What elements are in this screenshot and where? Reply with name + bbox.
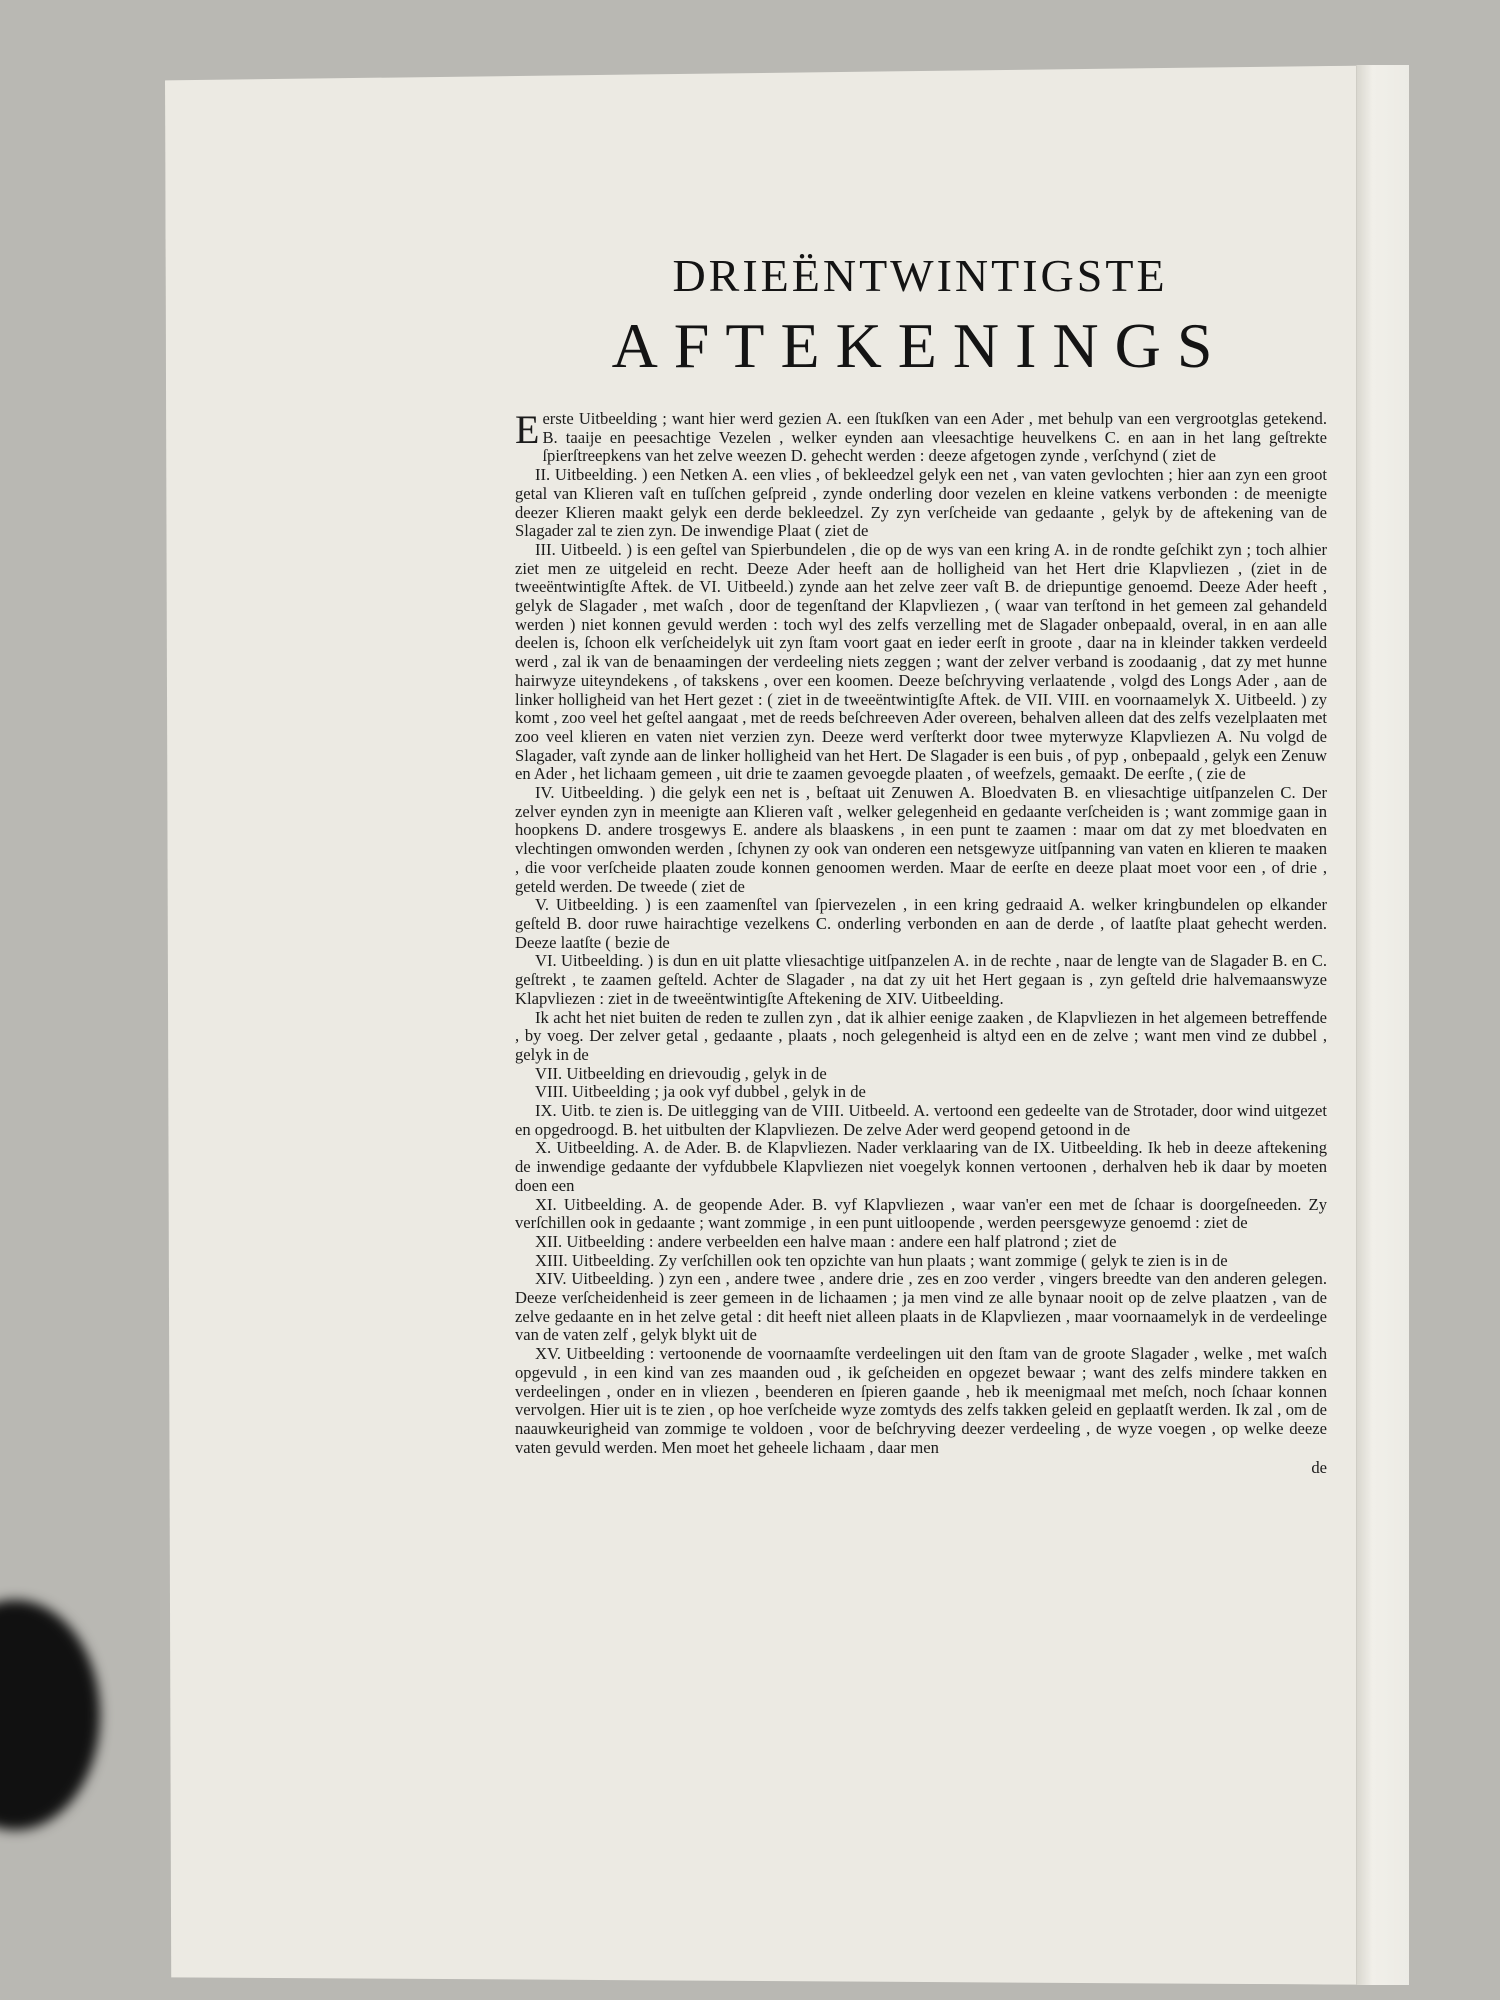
- paragraph-6: VI. Uitbeelding. ) is dun en uit platte vliesachtige uitſpanzelen A. in de rechte , naar de lengte van de Slagader B. en C. geſtrekt , te zaamen geſteld. Achter de Slagader , na dat zy uit het Hert gegaan is , zyn geſteld drie halvemaanswyze Klapvliezen : ziet in de tweeëntwintigſte Aftekening de XIV. Uitbeelding.: [515, 951, 1327, 1008]
- paragraph-13: XII. Uitbeelding : andere verbeelden een halve maan : andere een half platrond ; ziet de: [535, 1231, 1117, 1251]
- paragraph-14: XIII. Uitbeelding. Zy verſchillen ook ten opzichte van hun plaats ; want zommige ( gelyk te zien is in de: [535, 1250, 1228, 1270]
- paragraph-1: [515, 407, 1327, 466]
- paragraph-2: II. Uitbeelding. ) een Netken A. een vlies , of bekleedzel gelyk een net , van vaten gevlochten ; hier aan zyn een groot getal van Klieren vaſt en tuſſchen geſpreid , zynde onderling door vezelen en kleine vatkens verbonden : de meenigte deezer Klieren maakt gelyk een derde bekleedzel. Zy zyn verſcheide van gedaante , gelyk by de aftekening van de Slagader zal te zien zyn. De inwendige Plaat ( ziet de: [515, 465, 1327, 541]
- body-text: [515, 407, 1327, 1478]
- paragraph-16: XV. Uitbeelding : vertoonende de voornaamſte verdeelingen uit den ſtam van de groote Slagader , welke , met waſch opgevuld , in een kind van zes maanden oud , ik geſcheiden en opgezet bewaar ; want des zelfs mindere takken en verdeelingen , onder en in vliezen , beenderen en ſpieren gaande , heb ik meenigmaal met meſch, noch ſchaar konnen vervolgen. Hier uit is te zien , op hoe verſcheide wyze zomtyds des zelfs takken geleid en geplaatſt werden. Ik zal , om de naauwkeurigheid van zommige te voldoen , voor de beſchryving deezer verdeeling , de wyze voegen , op welke deeze vaten gevuld werden. Men moet het geheele lichaam , daar men: [515, 1344, 1327, 1457]
- drop-cap: E: [515, 407, 540, 452]
- paragraph-5: V. Uitbeelding. ) is een zaamenſtel van ſpiervezelen , in een kring gedraaid A. welker kringbundelen op elkander geſteld B. door ruwe hairachtige vezelkens C. onderling verbonden en aan de derde , of laatſte plaat gehecht werden. Deeze laatſte ( bezie de: [515, 895, 1327, 952]
- title-line-2: AFTEKENINGS: [611, 310, 1229, 381]
- paragraph-11: X. Uitbeelding. A. de Ader. B. de Klapvliezen. Nader verklaaring van de IX. Uitbeelding. Ik heb in deeze aftekening de inwendige gedaante der vyfdubbele Klapvliezen niet voegelyk konnen vertoonen , derhalven heb ik daar by moeten doen een: [515, 1138, 1327, 1195]
- paragraph-9: VIII. Uitbeelding ; ja ook vyf dubbel , gelyk in de: [535, 1082, 866, 1102]
- catchword: de: [1311, 1458, 1327, 1478]
- paragraph-8: VII. Uitbeelding en drievoudig , gelyk in de: [535, 1063, 827, 1083]
- paragraph-3: III. Uitbeeld. ) is een geſtel van Spierbundelen , die op de wys van een kring A. in de rondte geſchikt zyn ; toch alhier ziet men ze uitgeleid en recht. Deeze Ader heeft aan de holligheid van het Hert drie Klapvliezen , (ziet in de tweeëntwintigſte Aftek. de VI. Uitbeeld.) zynde aan het zelve zeer vaſt B. de driepuntige genoemd. Deeze Ader heeft , gelyk de Slagader , met waſch , door de tegenſtand der Klapvliezen , ( waar van terſtond in het gemeen zal gehandeld werden ) niet konnen gevuld werden : toch wyl des zelfs verzelling met de Slagader onbepaald, overal, in en aan alle deelen is, ſchoon elk verſcheidelyk uit zyn ſtam voort gaat en ieder eerſt in groote , daar na in kleinder takken verdeeld werd , zal ik van de benaamingen der verdeeling niets zeggen ; want der zelver verband is zoodaanig , dat zy met hunne hairwyze uiteyndekens , of takskens , over een koomen. Deeze beſchryving verlaatende , volgd des Longs Ader , aan de linker holligheid van het Hert gezet : ( ziet in de tweeëntwintigſte Aftek. de VII. VIII. en voornaamelyk X. Uitbeeld. ) zy komt , zoo veel het geſtel aangaat , met de reeds beſchreeven Ader overeen, behalven alleen dat des zelfs vezelplaaten met zoo veel klieren en vaten niet verzien zyn. Deeze werd verſterkt door twee myterwyze Klapvliezen A. Nu volgd de Slagader, vaſt zynde aan de linker holligheid van het Hert. De Slagader is een buis , of pyp , onbepaald , gelyk een Zenuw en Ader , het lichaam gemeen , uit drie te zaamen gevoegde plaaten , of weefzels, gemaakt. De eerſte , ( zie de: [515, 539, 1327, 784]
- paragraph-text: erste Uitbeelding ; want hier werd gezien A. een ſtukſken van een Ader , met behulp van een vergrootglas getekend. B. taaije en peesachtige Vezelen , welker eynden aan vleesachtige heuvelkens C. en aan in het lang geſtrekte ſpierſtreepkens van het zelve weezen D. gehecht werden : deeze afgetogen zynde , verſchynd ( ziet de: [542, 409, 1327, 466]
- background-shadow: [0, 1600, 100, 1830]
- title-line-1: DRIEËNTWINTIGSTE: [672, 250, 1168, 301]
- paragraph-12: XI. Uitbeelding. A. de geopende Ader. B. vyf Klapvliezen , waar van'er een met de ſchaar is doorgeſneeden. Zy verſchillen ook in gedaante ; want zommige , in een punt uitloopende , werden peersgewyze genoemd : ziet de: [515, 1194, 1327, 1233]
- paragraph-15: XIV. Uitbeelding. ) zyn een , andere twee , andere drie , zes en zoo verder , vingers breedte van den anderen gelegen. Deeze verſcheidenheid is zeer gemeen in de lichaamen ; ja men vind ze alle bynaar nooit op de zelve plaatzen , van de zelve gedaante en in het zelve getal : dit heeft niet alleen plaats in de Klapvliezen , maar voornaamelyk in de verdeelinge van de vaten zelf , gelyk blykt uit de: [515, 1269, 1327, 1345]
- page-title: [535, 248, 1305, 386]
- paragraph-10: IX. Uitb. te zien is. De uitlegging van de VIII. Uitbeeld. A. vertoond een gedeelte van de Strotader, door wind uitgezet en opgedroogd. B. het uitbulten der Klapvliezen. De zelve Ader werd geopend getoond in de: [515, 1101, 1327, 1139]
- paragraph-7: Ik acht het niet buiten de reden te zullen zyn , dat ik alhier eenige zaaken , de Klapvliezen in het algemeen betreffende , by voeg. Der zelver getal , gedaante , plaats , noch gelegenheid is altyd een en de zelve ; want men vind ze dubbel , gelyk in de: [515, 1007, 1327, 1064]
- paragraph-4: IV. Uitbeelding. ) die gelyk een net is , beſtaat uit Zenuwen A. Bloedvaten B. en vliesachtige uitſpanzelen C. Der zelver eynden zyn in meenigte aan Klieren vaſt , welker gelegenheid en gedaante verſcheiden is ; want zommige gaan in hoopkens D. andere trosgewys E. andere als blaaskens , in een punt te zaamen : maar om dat zy met bloedvaten en vlechtingen omwonden werden , ſchynen zy ook van onderen een netsgewyze uitſpanning van vaten en klieren te maaken , die voor verſcheide plaaten zoude konnen genoomen werden. Maar de eerſte en deeze plaat moet voor een , of drie , geteld werden. De tweede ( ziet de: [515, 783, 1327, 896]
- paper-fold: [1356, 65, 1409, 1985]
